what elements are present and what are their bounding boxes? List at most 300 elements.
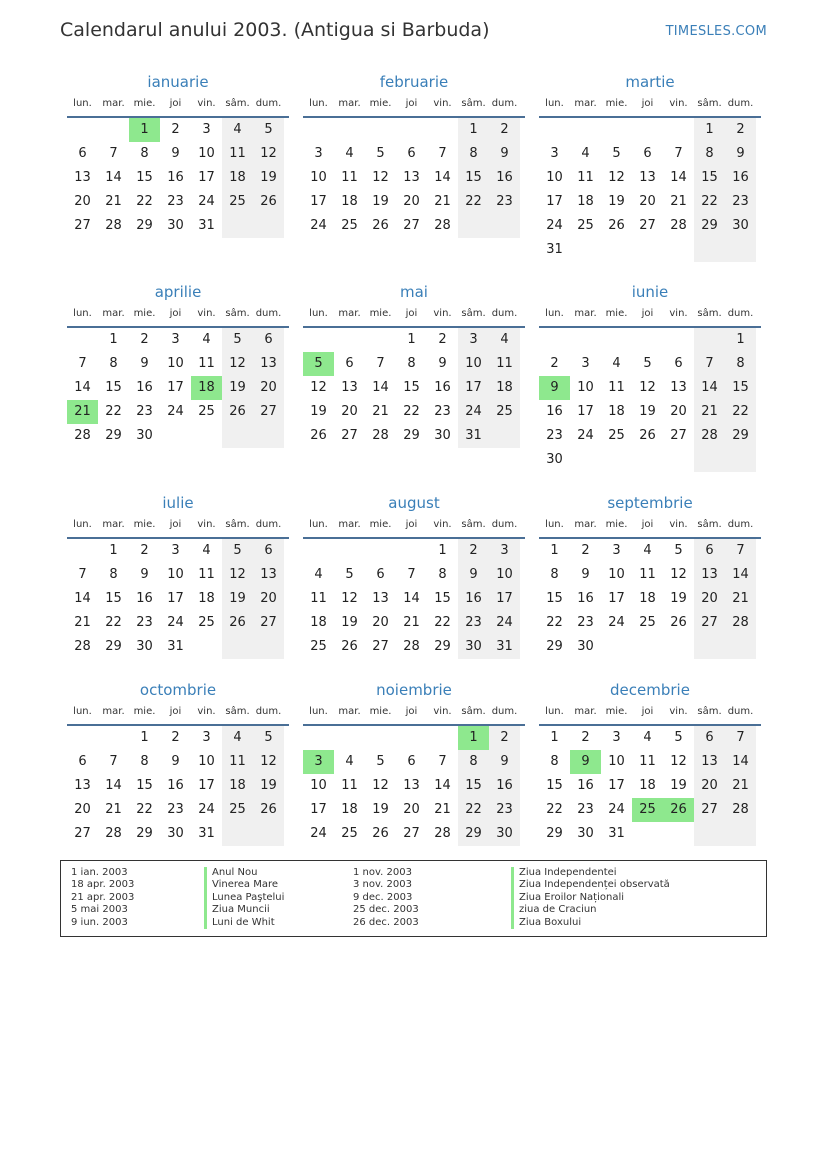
month-name: octombrie (139, 681, 217, 699)
day-cell: 4 (202, 543, 211, 558)
weekday-label: joi (169, 98, 182, 109)
day-cell: 13 (372, 591, 389, 606)
day-cell: 30 (577, 639, 594, 654)
day-cell: 13 (403, 170, 420, 185)
day-cell: 2 (489, 726, 520, 750)
day-cell: 7 (78, 356, 87, 371)
legend-date: 9 dec. 2003 (353, 891, 413, 903)
day-cell: 23 (489, 798, 520, 822)
day-cell: 31 (546, 242, 563, 257)
day-cell: 9 (458, 563, 489, 587)
day-cell: 12 (310, 380, 327, 395)
legend-date: 9 iun. 2003 (71, 916, 128, 928)
weekday-label: dum. (491, 519, 518, 530)
empty-cell (632, 448, 663, 472)
day-cell: 5 (222, 328, 253, 352)
day-cell: 24 (167, 404, 184, 419)
day-cell: 1 (109, 543, 118, 558)
day-cell: 15 (546, 778, 563, 793)
month-name: iunie (631, 283, 669, 301)
day-cell: 30 (434, 428, 451, 443)
empty-cell (570, 448, 601, 472)
day-cell: 6 (407, 754, 416, 769)
weekday-label: lun. (545, 308, 564, 319)
day-cell: 21 (372, 404, 389, 419)
day-grid (67, 726, 289, 846)
day-cell: 26 (639, 428, 656, 443)
weekday-label: joi (169, 519, 182, 530)
month-mai (303, 282, 525, 448)
day-cell: 3 (489, 539, 520, 563)
weekday-label: mar. (574, 706, 597, 717)
weekday-label: sâm. (225, 98, 250, 109)
legend-holiday-name: Luni de Whit (204, 917, 284, 929)
legend-date: 18 apr. 2003 (71, 879, 135, 891)
weekday-header (67, 92, 289, 118)
day-cell: 25 (639, 615, 656, 630)
weekday-header (539, 302, 761, 328)
day-cell: 10 (489, 563, 520, 587)
day-cell: 10 (167, 567, 184, 582)
weekday-label: sâm. (461, 519, 486, 530)
day-cell: 29 (725, 424, 756, 448)
day-cell: 30 (725, 214, 756, 238)
weekday-label: vin. (669, 308, 688, 319)
empty-cell (694, 238, 725, 262)
day-cell: 12 (253, 750, 284, 774)
weekday-header (67, 513, 289, 539)
weekday-label: mie. (369, 98, 392, 109)
day-cell: 29 (458, 822, 489, 846)
weekday-label: vin. (669, 519, 688, 530)
empty-cell (303, 118, 334, 142)
legend-date: 21 apr. 2003 (71, 891, 135, 903)
day-cell: 5 (345, 567, 354, 582)
day-cell: 2 (489, 118, 520, 142)
day-cell: 1 (109, 332, 118, 347)
holiday-day-cell: 5 (303, 352, 334, 376)
day-cell: 2 (458, 539, 489, 563)
day-cell: 4 (222, 118, 253, 142)
day-cell: 28 (434, 826, 451, 841)
month-noiembrie (303, 680, 525, 846)
empty-cell (570, 328, 601, 352)
day-cell: 8 (140, 754, 149, 769)
weekday-label: dum. (491, 706, 518, 717)
weekday-label: sâm. (461, 706, 486, 717)
weekday-label: mar. (338, 519, 361, 530)
month-name: martie (625, 73, 675, 91)
day-cell: 27 (341, 428, 358, 443)
day-cell: 25 (608, 428, 625, 443)
day-cell: 7 (109, 754, 118, 769)
weekday-label: vin. (197, 308, 216, 319)
day-cell: 29 (434, 639, 451, 654)
legend-names-right (511, 867, 670, 929)
month-aprilie (67, 282, 289, 448)
day-cell: 29 (403, 428, 420, 443)
empty-cell (98, 118, 129, 142)
day-cell: 17 (167, 380, 184, 395)
day-cell: 12 (608, 170, 625, 185)
day-cell: 26 (372, 218, 389, 233)
day-cell: 28 (74, 639, 91, 654)
weekday-label: dum. (255, 706, 282, 717)
day-cell: 17 (489, 587, 520, 611)
day-cell: 8 (109, 356, 118, 371)
month-iulie (67, 493, 289, 659)
day-cell: 19 (372, 194, 389, 209)
day-cell: 26 (310, 428, 327, 443)
weekday-header (303, 700, 525, 726)
day-cell: 28 (694, 424, 725, 448)
day-cell: 29 (136, 826, 153, 841)
day-cell: 23 (167, 802, 184, 817)
empty-cell (67, 726, 98, 750)
day-cell: 25 (222, 190, 253, 214)
day-cell: 7 (407, 567, 416, 582)
day-cell: 13 (341, 380, 358, 395)
day-cell: 11 (198, 567, 215, 582)
day-cell: 13 (694, 750, 725, 774)
empty-cell (489, 214, 520, 238)
day-cell: 28 (403, 639, 420, 654)
day-cell: 28 (725, 611, 756, 635)
day-cell: 16 (136, 591, 153, 606)
day-cell: 6 (694, 726, 725, 750)
day-grid (303, 118, 525, 238)
legend-holiday-name: Ziua Independenței observată (511, 879, 670, 891)
day-cell: 22 (694, 190, 725, 214)
day-cell: 9 (438, 356, 447, 371)
weekday-label: dum. (255, 519, 282, 530)
day-cell: 3 (612, 730, 621, 745)
weekday-label: vin. (433, 98, 452, 109)
day-cell: 20 (253, 376, 284, 400)
day-cell: 1 (550, 543, 559, 558)
day-cell: 23 (136, 404, 153, 419)
day-cell: 27 (372, 639, 389, 654)
day-cell: 17 (198, 778, 215, 793)
weekday-header (303, 513, 525, 539)
day-cell: 10 (577, 380, 594, 395)
day-cell: 28 (74, 428, 91, 443)
day-cell: 31 (489, 635, 520, 659)
empty-cell (365, 726, 396, 750)
legend-date: 5 mai 2003 (71, 904, 128, 916)
day-cell: 24 (577, 428, 594, 443)
day-cell: 23 (458, 611, 489, 635)
day-cell: 4 (643, 730, 652, 745)
empty-cell (694, 448, 725, 472)
day-cell: 29 (546, 826, 563, 841)
empty-cell (663, 822, 694, 846)
day-cell: 24 (167, 615, 184, 630)
day-cell: 24 (608, 802, 625, 817)
day-cell: 23 (136, 615, 153, 630)
month-februarie (303, 72, 525, 238)
day-cell: 14 (670, 170, 687, 185)
weekday-label: dum. (727, 308, 754, 319)
day-cell: 21 (434, 802, 451, 817)
day-cell: 18 (222, 166, 253, 190)
day-cell: 21 (434, 194, 451, 209)
day-cell: 20 (694, 774, 725, 798)
weekday-label: lun. (309, 519, 328, 530)
day-cell: 16 (725, 166, 756, 190)
day-cell: 7 (78, 567, 87, 582)
holiday-day-cell: 3 (303, 750, 334, 774)
day-cell: 17 (458, 376, 489, 400)
day-cell: 13 (694, 563, 725, 587)
day-cell: 10 (167, 356, 184, 371)
day-cell: 12 (222, 352, 253, 376)
weekday-header (303, 302, 525, 328)
day-cell: 7 (674, 146, 683, 161)
day-cell: 24 (546, 218, 563, 233)
day-cell: 18 (341, 194, 358, 209)
weekday-label: mie. (605, 706, 628, 717)
day-cell: 15 (725, 376, 756, 400)
day-cell: 19 (222, 376, 253, 400)
day-cell: 22 (136, 802, 153, 817)
weekday-header (539, 513, 761, 539)
day-cell: 8 (550, 754, 559, 769)
day-cell: 2 (438, 332, 447, 347)
empty-cell (570, 238, 601, 262)
day-cell: 10 (310, 778, 327, 793)
day-cell: 4 (222, 726, 253, 750)
empty-cell (570, 118, 601, 142)
day-cell: 30 (136, 639, 153, 654)
empty-cell (396, 118, 427, 142)
day-cell: 12 (670, 754, 687, 769)
day-cell: 15 (434, 591, 451, 606)
day-cell: 18 (198, 591, 215, 606)
day-cell: 3 (171, 543, 180, 558)
day-cell: 27 (253, 400, 284, 424)
day-cell: 1 (140, 730, 149, 745)
day-cell: 3 (314, 146, 323, 161)
weekday-label: sâm. (225, 519, 250, 530)
empty-cell (663, 238, 694, 262)
day-cell: 6 (643, 146, 652, 161)
day-cell: 11 (198, 356, 215, 371)
day-cell: 22 (403, 404, 420, 419)
legend-date: 1 nov. 2003 (353, 867, 412, 878)
weekday-label: dum. (491, 98, 518, 109)
day-cell: 1 (550, 730, 559, 745)
empty-cell (663, 328, 694, 352)
weekday-label: joi (405, 98, 418, 109)
day-cell: 13 (253, 563, 284, 587)
day-cell: 27 (670, 428, 687, 443)
day-cell: 8 (407, 356, 416, 371)
day-cell: 9 (171, 146, 180, 161)
brand-logo[interactable]: TIMESLES.COM (665, 24, 767, 39)
weekday-label: vin. (197, 519, 216, 530)
day-cell: 2 (725, 118, 756, 142)
month-name: august (388, 494, 440, 512)
weekday-label: vin. (669, 98, 688, 109)
month-name: iulie (162, 494, 194, 512)
holiday-day-cell: 26 (663, 798, 694, 822)
day-cell: 14 (725, 563, 756, 587)
month-name: ianuarie (147, 73, 209, 91)
day-cell: 18 (608, 404, 625, 419)
day-cell: 10 (608, 567, 625, 582)
day-grid (303, 328, 525, 448)
day-cell: 14 (694, 376, 725, 400)
day-cell: 1 (407, 332, 416, 347)
month-name: septembrie (607, 494, 693, 512)
day-cell: 19 (222, 587, 253, 611)
month-name: aprilie (154, 283, 202, 301)
holiday-day-cell: 25 (632, 798, 663, 822)
weekday-label: dum. (727, 519, 754, 530)
weekday-label: vin. (197, 98, 216, 109)
empty-cell (427, 726, 458, 750)
empty-cell (694, 328, 725, 352)
day-cell: 7 (109, 146, 118, 161)
day-cell: 23 (725, 190, 756, 214)
day-cell: 23 (434, 404, 451, 419)
weekday-label: mar. (102, 706, 125, 717)
day-cell: 15 (458, 774, 489, 798)
day-cell: 24 (198, 802, 215, 817)
day-cell: 8 (140, 146, 149, 161)
day-cell: 11 (639, 567, 656, 582)
day-cell: 14 (434, 778, 451, 793)
holiday-legend (60, 860, 767, 937)
empty-cell (725, 238, 756, 262)
day-cell: 16 (489, 166, 520, 190)
day-cell: 3 (581, 356, 590, 371)
day-cell: 7 (725, 539, 756, 563)
day-cell: 27 (639, 218, 656, 233)
day-cell: 17 (608, 591, 625, 606)
day-cell: 4 (489, 328, 520, 352)
day-cell: 6 (78, 146, 87, 161)
empty-cell (160, 424, 191, 448)
day-cell: 23 (167, 194, 184, 209)
weekday-label: sâm. (697, 706, 722, 717)
empty-cell (632, 238, 663, 262)
day-cell: 17 (198, 170, 215, 185)
weekday-label: joi (641, 519, 654, 530)
empty-cell (632, 118, 663, 142)
day-cell: 4 (345, 754, 354, 769)
weekday-label: lun. (73, 98, 92, 109)
day-cell: 20 (639, 194, 656, 209)
day-cell: 12 (372, 170, 389, 185)
day-cell: 14 (434, 170, 451, 185)
weekday-label: lun. (309, 98, 328, 109)
page-title: Calendarul anului 2003. (Antigua si Barbuda) (60, 19, 490, 41)
day-cell: 9 (140, 567, 149, 582)
day-cell: 13 (74, 778, 91, 793)
day-cell: 15 (136, 170, 153, 185)
legend-holiday-name: Ziua Independentei (511, 867, 670, 879)
day-cell: 5 (376, 146, 385, 161)
day-cell: 22 (458, 798, 489, 822)
day-cell: 4 (202, 332, 211, 347)
day-cell: 9 (725, 142, 756, 166)
day-cell: 4 (581, 146, 590, 161)
day-cell: 24 (198, 194, 215, 209)
day-cell: 8 (438, 567, 447, 582)
day-cell: 2 (140, 332, 149, 347)
weekday-label: mar. (102, 519, 125, 530)
day-cell: 10 (458, 352, 489, 376)
day-cell: 9 (581, 567, 590, 582)
day-cell: 19 (670, 778, 687, 793)
empty-cell (191, 424, 222, 448)
day-cell: 29 (105, 428, 122, 443)
weekday-label: mar. (102, 308, 125, 319)
day-cell: 20 (670, 404, 687, 419)
empty-cell (663, 635, 694, 659)
empty-cell (396, 726, 427, 750)
empty-cell (539, 118, 570, 142)
weekday-label: vin. (669, 706, 688, 717)
day-cell: 8 (694, 142, 725, 166)
empty-cell (725, 822, 756, 846)
day-cell: 22 (136, 194, 153, 209)
day-cell: 27 (694, 798, 725, 822)
day-grid (539, 539, 761, 659)
weekday-label: mar. (338, 706, 361, 717)
empty-cell (253, 424, 284, 448)
month-iunie (539, 282, 761, 472)
empty-cell (334, 539, 365, 563)
day-cell: 30 (167, 218, 184, 233)
day-cell: 6 (694, 539, 725, 563)
day-cell: 20 (403, 802, 420, 817)
weekday-label: vin. (197, 706, 216, 717)
legend-date: 25 dec. 2003 (353, 904, 419, 916)
weekday-label: mie. (605, 519, 628, 530)
day-cell: 2 (550, 356, 559, 371)
day-cell: 7 (438, 754, 447, 769)
weekday-label: mie. (369, 308, 392, 319)
day-grid (303, 539, 525, 659)
day-cell: 7 (376, 356, 385, 371)
day-cell: 9 (489, 750, 520, 774)
day-cell: 30 (489, 822, 520, 846)
empty-cell (365, 539, 396, 563)
day-cell: 1 (458, 118, 489, 142)
weekday-label: lun. (309, 706, 328, 717)
day-cell: 16 (577, 591, 594, 606)
day-cell: 3 (612, 543, 621, 558)
day-cell: 3 (171, 332, 180, 347)
day-cell: 25 (198, 615, 215, 630)
weekday-label: dum. (491, 308, 518, 319)
day-cell: 21 (725, 587, 756, 611)
empty-cell (632, 635, 663, 659)
month-name: noiembrie (376, 681, 452, 699)
day-cell: 3 (202, 730, 211, 745)
day-cell: 28 (105, 218, 122, 233)
empty-cell (222, 635, 253, 659)
weekday-label: joi (641, 706, 654, 717)
day-cell: 20 (253, 587, 284, 611)
day-cell: 10 (198, 754, 215, 769)
day-cell: 9 (171, 754, 180, 769)
day-cell: 11 (341, 778, 358, 793)
day-cell: 11 (489, 352, 520, 376)
